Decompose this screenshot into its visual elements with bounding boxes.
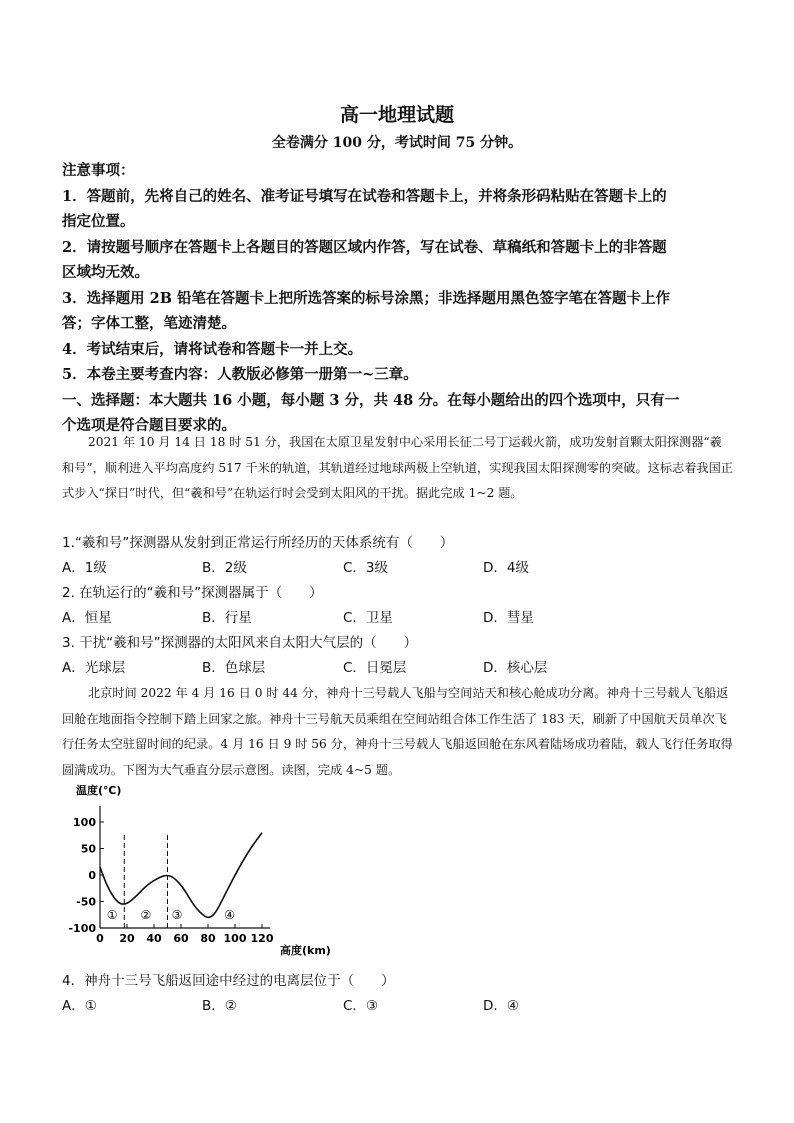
option-b[interactable]: B．色球层: [202, 660, 266, 676]
layer-label: ①: [106, 907, 118, 922]
notice-line: 指定位置。: [62, 213, 135, 230]
option-a[interactable]: A．光球层: [62, 660, 126, 676]
notice-section: [62, 158, 734, 439]
x-tick-label: 100: [223, 932, 247, 945]
question-4-stem: 4．神舟十三号飞船返回途中经过的电离层位于（ ）: [62, 973, 395, 989]
layer-label: ④: [224, 907, 235, 922]
option-d[interactable]: D．核心层: [483, 660, 548, 676]
notice-heading: 注意事项：: [62, 162, 135, 179]
x-tick-label: 20: [119, 932, 135, 945]
layer-label: ③: [171, 907, 183, 922]
x-tick-label: 120: [250, 932, 274, 945]
x-axis-label: 高度(km): [280, 944, 331, 957]
passage-1: 2021 年 10 月 14 日 18 时 51 分，我国在太原卫星发射中心采用长征二号丁运载火箭，成功发射首颗太阳探测器“羲和号”，顺利进入平均高度约 517 千米的轨道，其轨道经过地球两极上空轨道，实现我国太阳探测零的突破。这标志着我国正式步入“探日”时代，但“羲和号”在轨运行时会受到太阳风的干扰。据此完成 1~2 题。: [62, 435, 733, 500]
x-tick-label: 80: [200, 932, 216, 945]
option-a[interactable]: A．①: [62, 998, 97, 1014]
notice-line: 答；字体工整，笔迹清楚。: [62, 315, 236, 332]
atmosphere-chart: [62, 780, 342, 960]
option-a[interactable]: A．恒星: [62, 610, 112, 626]
layer-label: ②: [140, 907, 152, 922]
section-heading: 个选项是符合题目要求的。: [62, 417, 236, 434]
x-tick-label: 0: [96, 932, 104, 945]
page-title: 高一地理试题: [339, 104, 454, 126]
option-d[interactable]: D．彗星: [483, 610, 534, 626]
option-c[interactable]: C．日冕层: [343, 660, 407, 676]
notice-line: 4．考试结束后，请将试卷和答题卡一并上交。: [62, 340, 363, 358]
y-tick-label: 0: [88, 869, 96, 882]
question-1-stem: 1.“羲和号”探测器从发射到正常运行所经历的天体系统有（ ）: [62, 535, 454, 551]
notice-line: 1．答题前，先将自己的姓名、准考证号填写在试卷和答题卡上，并将条形码粘贴在答题卡上的: [62, 187, 667, 205]
y-tick-label: -100: [68, 922, 96, 935]
option-d[interactable]: D．④: [483, 998, 519, 1014]
notice-line: 5．本卷主要考查内容：人教版必修第一册第一~三章。: [62, 366, 418, 383]
option-b[interactable]: B．2级: [202, 560, 247, 576]
option-b[interactable]: B．②: [202, 998, 237, 1014]
option-c[interactable]: C．卫星: [343, 610, 393, 626]
option-c[interactable]: C．3级: [343, 560, 389, 576]
section-heading: 一、选择题：本大题共 16 小题，每小题 3 分，共 48 分。在每小题给出的四个选项中，只有一: [62, 391, 680, 409]
y-tick-label: 50: [80, 842, 96, 856]
x-tick-label: 60: [173, 932, 189, 945]
exam-info: 全卷满分 100 分，考试时间 75 分钟。: [271, 135, 523, 151]
option-a[interactable]: A．1级: [62, 560, 107, 576]
chart-plot: [68, 806, 273, 945]
notice-line: 3．选择题用 2B 铅笔在答题卡上把所选答案的标号涂黑；非选择题用黑色签字笔在答题卡上作: [62, 289, 671, 307]
notice-line: 区域均无效。: [62, 264, 149, 281]
passage-2: 北京时间 2022 年 4 月 16 日 0 时 44 分，神舟十三号载人飞船与空间站天和核心舱成功分离。神舟十三号载人飞船返回舱在地面指令控制下踏上回家之旅。神舟十三号航天员乘组在空间站组合体工作生活了 183 天，刷新了中国航天员单次飞行任务太空驻留时间的纪录。4 月 16 日 9 时 56 分，神舟十三号载人飞船返回舱在东风着陆场成功着陆，载人飞行任务取得圆满成功。下图为大气垂直分层示意图。读图，完成 4~5 题。: [62, 686, 733, 777]
question-3-stem: 3. 干扰“羲和号”探测器的太阳风来自太阳大气层的（ ）: [62, 635, 418, 651]
question-2-stem: 2. 在轨运行的“羲和号”探测器属于（ ）: [62, 585, 323, 601]
y-axis-label: 温度(℃): [76, 784, 122, 797]
option-c[interactable]: C．③: [343, 998, 379, 1014]
notice-line: 2．请按题号顺序在答题卡上各题目的答题区域内作答，写在试卷、草稿纸和答题卡上的非答题: [62, 238, 667, 256]
option-b[interactable]: B．行星: [202, 610, 252, 626]
y-tick-label: -50: [76, 895, 96, 909]
x-tick-label: 40: [146, 932, 162, 945]
option-d[interactable]: D．4级: [483, 560, 529, 576]
y-tick-label: 100: [73, 816, 96, 829]
